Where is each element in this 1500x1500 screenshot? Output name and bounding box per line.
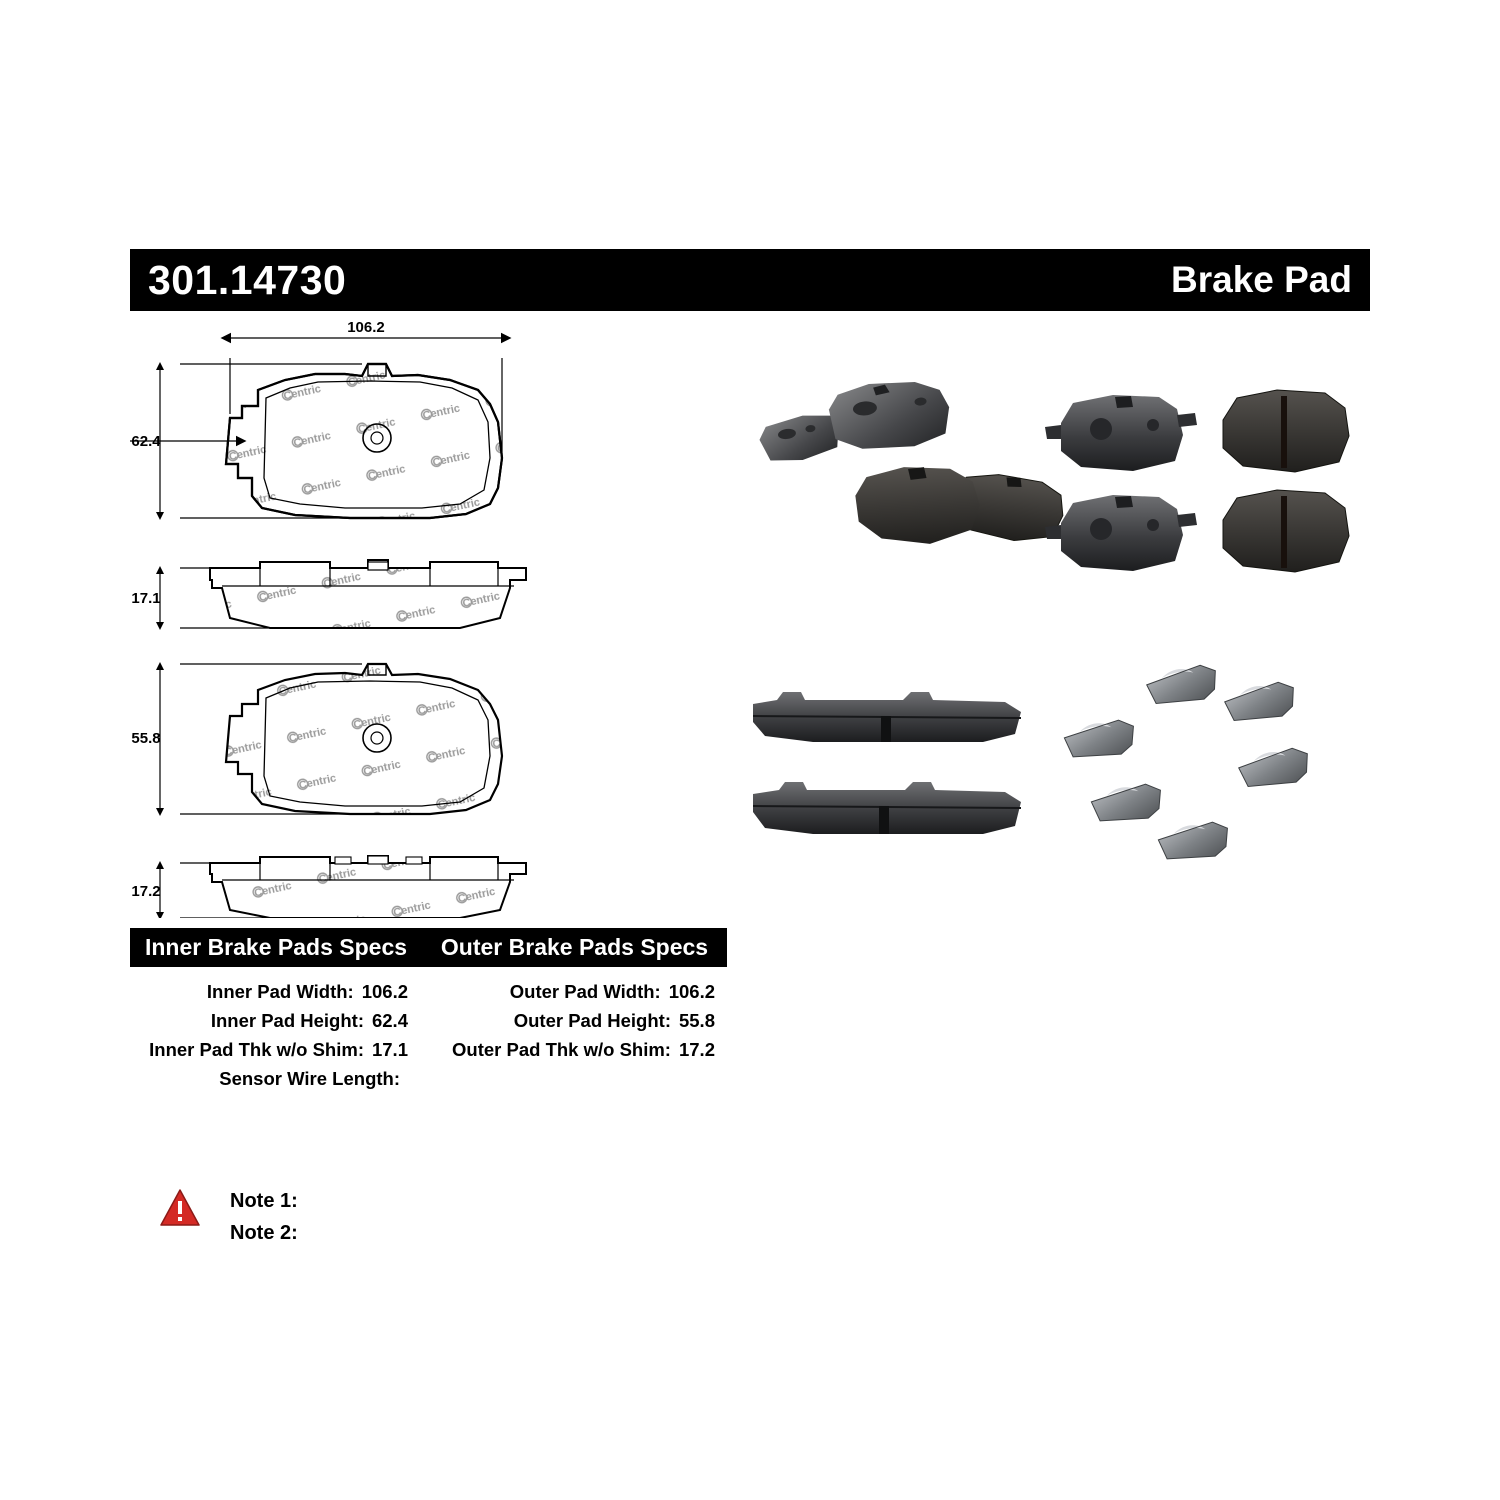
spec-row	[422, 977, 727, 1006]
spec-label: Inner Pad Width:	[206, 981, 354, 1002]
specs-table-header	[130, 928, 727, 967]
dimension-label-inner-width: 106.2	[347, 319, 385, 336]
inner-specs-column	[130, 977, 422, 1093]
part-number: 301.14730	[148, 256, 347, 303]
outer-specs-column	[422, 977, 727, 1093]
inner-pad-edge-view	[210, 560, 526, 628]
outer-pad-face-view	[226, 664, 502, 814]
spec-value: 62.4	[371, 1010, 408, 1031]
spec-row	[130, 1064, 422, 1093]
outer-pad-edge-view	[210, 856, 526, 918]
spec-row	[130, 1006, 422, 1035]
warning-icon	[160, 1189, 200, 1227]
spec-value: 106.2	[668, 981, 715, 1002]
page-title: Brake Pad	[1171, 259, 1352, 300]
notes-section	[160, 1185, 298, 1249]
document-header	[130, 249, 1370, 311]
spec-value: 55.8	[678, 1010, 715, 1031]
spec-label: Inner Pad Height:	[210, 1010, 364, 1031]
dimension-label-inner-height: 62.4	[131, 433, 161, 450]
photo-pad-set-angled	[757, 377, 1066, 547]
inner-specs-header: Inner Brake Pads Specs	[144, 934, 408, 960]
spec-row	[130, 1035, 422, 1064]
spec-value: 106.2	[361, 981, 408, 1002]
outer-specs-header: Outer Brake Pads Specs	[440, 934, 709, 960]
note-1: Note 1:	[230, 1190, 298, 1212]
spec-row	[422, 1035, 727, 1064]
spec-value: 17.2	[678, 1039, 715, 1060]
photo-pad-set-grid	[1045, 390, 1349, 572]
note-2: Note 2:	[230, 1222, 298, 1244]
spec-label: Outer Pad Width:	[509, 981, 661, 1002]
spec-label: Sensor Wire Length:	[219, 1068, 400, 1089]
spec-row	[130, 977, 422, 1006]
spec-label: Outer Pad Thk w/o Shim:	[452, 1039, 671, 1060]
spec-label: Inner Pad Thk w/o Shim:	[149, 1039, 364, 1060]
photo-pad-edge-pair	[753, 692, 1021, 834]
product-photos	[745, 360, 1375, 900]
spec-value: 17.1	[371, 1039, 408, 1060]
technical-drawing	[130, 318, 750, 918]
photo-hardware-clips	[1063, 663, 1312, 864]
dimension-label-outer-thickness: 17.2	[131, 883, 161, 900]
spec-label: Outer Pad Height:	[513, 1010, 671, 1031]
dimension-label-outer-height: 55.8	[131, 730, 161, 747]
inner-pad-face-view	[226, 364, 502, 518]
specs-tables	[130, 928, 727, 1093]
dimension-label-inner-thickness: 17.1	[131, 590, 161, 607]
spec-row	[422, 1006, 727, 1035]
